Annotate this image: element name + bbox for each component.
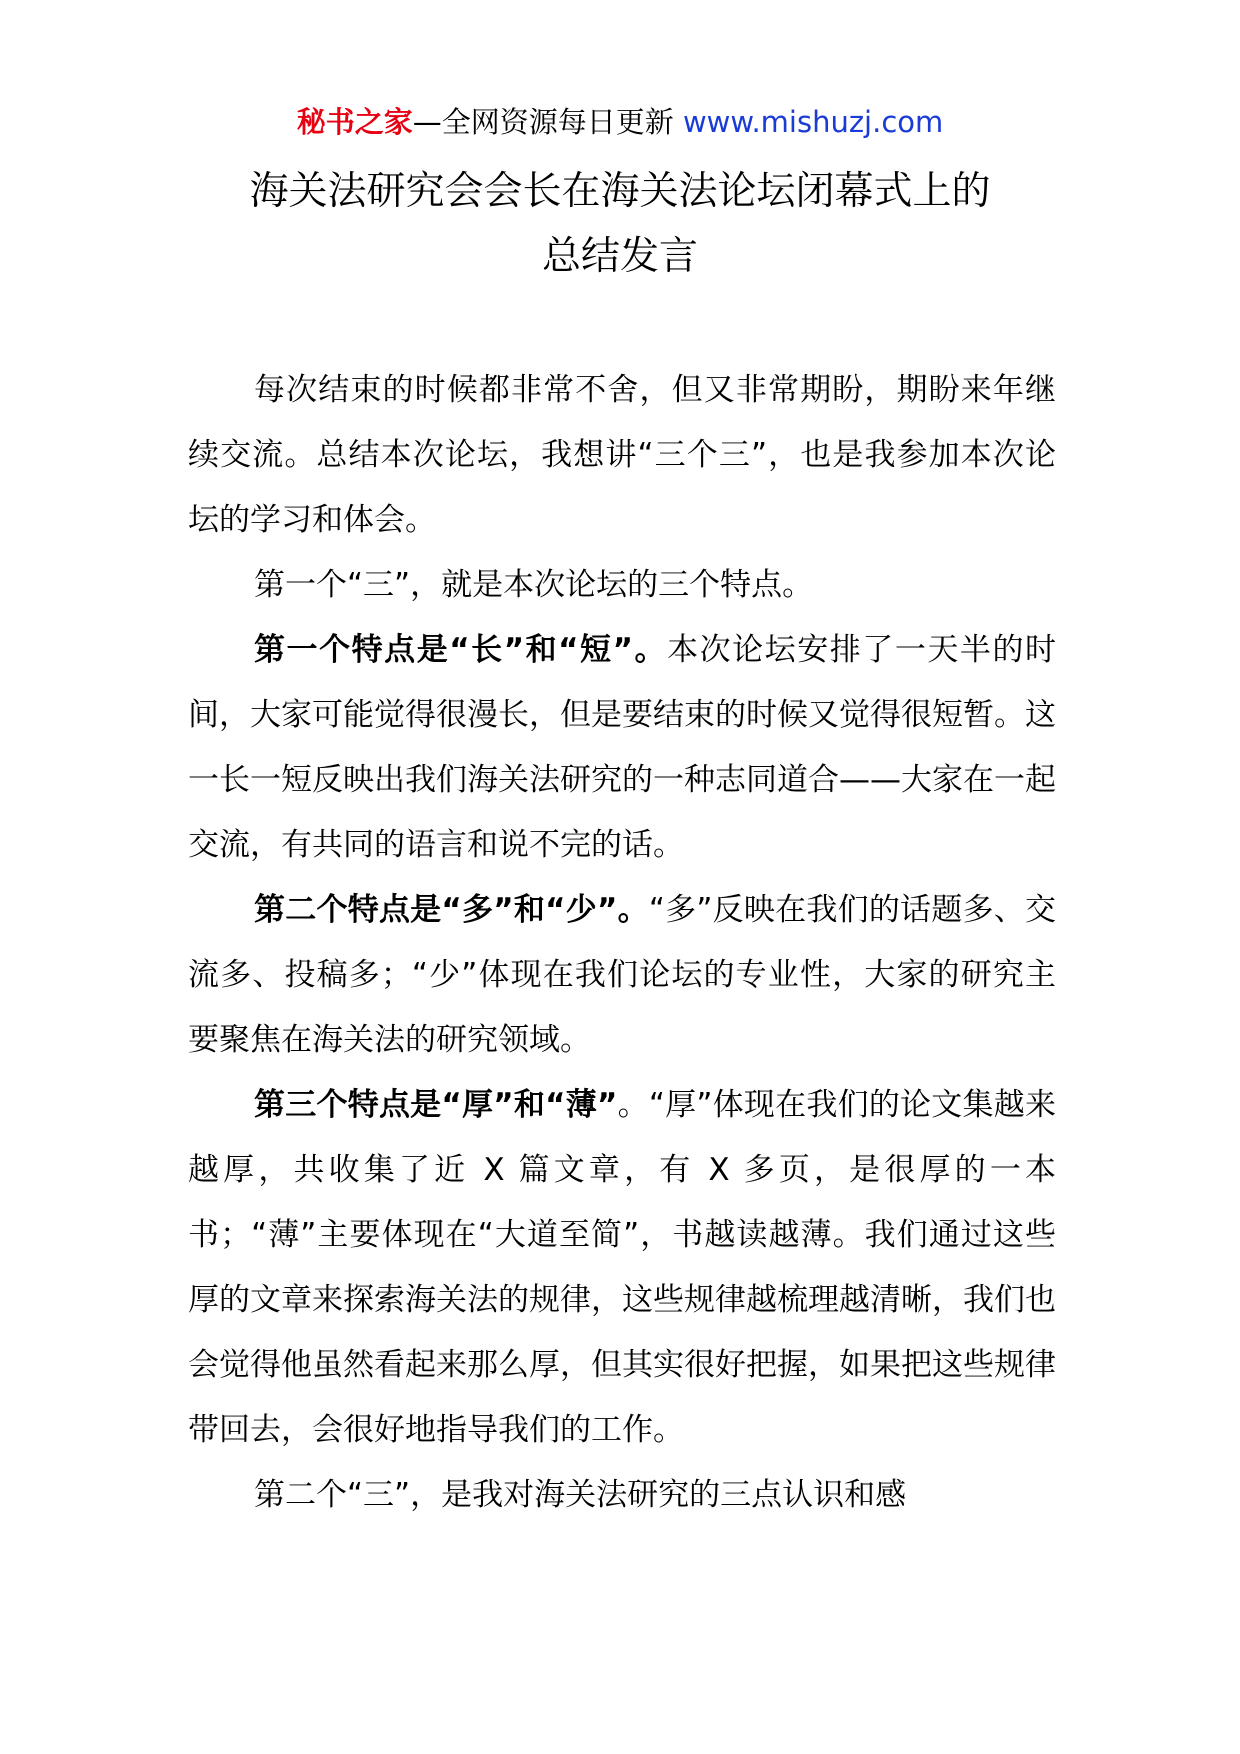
document-title-line-2: 总结发言 xyxy=(541,234,698,279)
document-body xyxy=(188,358,1056,1528)
paragraph-intro xyxy=(188,358,1056,553)
site-header xyxy=(0,102,1240,142)
paragraph-text: 每次结束的时候都非常不舍，但又非常期盼，期盼来年继续交流。总结本次论坛，我想讲“三个三”，也是我参加本次论坛的学习和体会。 xyxy=(188,372,1056,538)
paragraph-second-three xyxy=(188,1463,1056,1528)
paragraph-lead: 第二个特点是“多”和“少”。 xyxy=(254,892,649,928)
paragraph-text: 。“厚”体现在我们的论文集越来越厚，共收集了近 X 篇文章，有 X 多页，是很厚的一本书；“薄”主要体现在“大道至简”，书越读越薄。我们通过这些厚的文章来探索海关法的规律，这些规律越梳理越清晰，我们也会觉得他虽然看起来那么厚，但其实很好把握，如果把这些规律带回去，会很好地指导我们的工作。 xyxy=(188,1087,1057,1448)
paragraph-feature-2 xyxy=(188,878,1056,1073)
header-tagline: —全网资源每日更新 xyxy=(412,105,683,139)
brand-name: 秘书之家 xyxy=(296,105,413,139)
paragraph-text: 第一个“三”，就是本次论坛的三个特点。 xyxy=(254,567,814,603)
paragraph-text: “多”反映在我们的话题多、交流多、投稿多；“少”体现在我们论坛的专业性，大家的研究主要聚焦在海关法的研究领域。 xyxy=(188,892,1057,1058)
paragraph-text: 本次论坛安排了一天半的时间，大家可能觉得很漫长，但是要结束的时候又觉得很短暂。这一长一短反映出我们海关法研究的一种志同道合——大家在一起交流，有共同的语言和说不完的话。 xyxy=(188,632,1057,863)
document-title-line-1: 海关法研究会会长在海关法论坛闭幕式上的 xyxy=(249,169,991,214)
site-url-link[interactable]: www.mishuzj.com xyxy=(682,105,944,139)
paragraph-first-three xyxy=(188,553,1056,618)
paragraph-text: 第二个“三”，是我对海关法研究的三点认识和感 xyxy=(254,1477,907,1513)
paragraph-lead: 第三个特点是“厚”和“薄” xyxy=(254,1087,618,1123)
paragraph-feature-1 xyxy=(188,618,1056,878)
paragraph-lead: 第一个特点是“长”和“短”。 xyxy=(254,632,668,668)
paragraph-feature-3 xyxy=(188,1073,1056,1463)
